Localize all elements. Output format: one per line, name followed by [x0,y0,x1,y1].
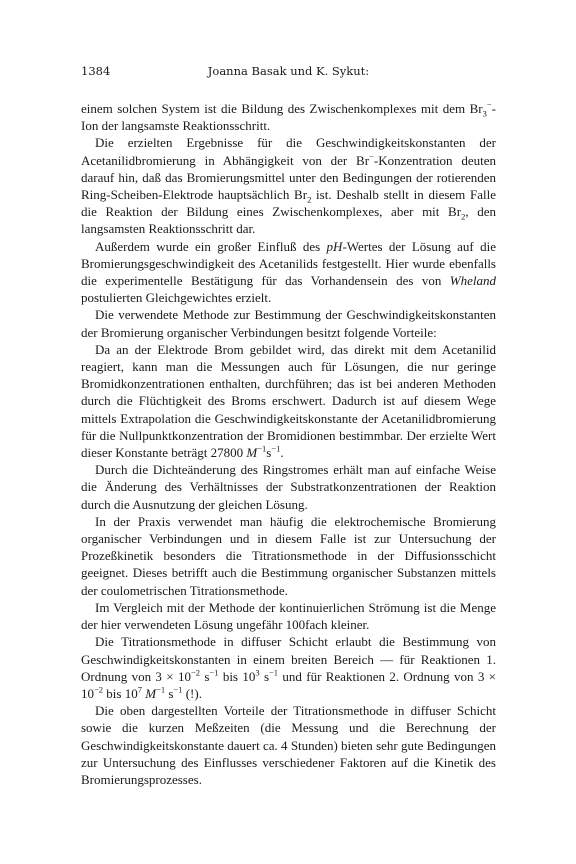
running-head: Joanna Basak und K. Sykut: [207,64,370,78]
paragraph-8: Im Vergleich mit der Methode der kontinuierlichen Strömung ist die Menge der hier verwendeten Lösung ungefähr 100fach kleiner. [81,599,496,633]
paragraph-1: einem solchen System ist die Bildung des Zwischenkomplexes mit dem $Br_3^-$-Ion der langsamste Reaktionsschritt. [81,99,496,134]
paragraph-10: Die oben dargestellten Vorteile der Titrationsmethode in diffuser Schicht sowie die kurzen Meßzeiten (die Messung und die Berechnung der Geschwindigkeitskonstante dauert ca. 4 Stunden) bieten sehr gute Bedingungen zur Untersuchung des Einflusses verschiedener Faktoren auf die Kinetik des Bromierungsprozesses. [81,703,496,787]
paragraph-2: Die erzielten Ergebnisse für die Geschwindigkeitskonstanten der Acetanilidbromierung in Abhängigkeit von der Br−-Konzentration deuten darauf hin, daß das Bromierungsmittel unter den Bedingungen der rotierenden Ring-Scheiben-Elektrode hauptsächlich $Br_2$ ist. Deshalb stellt in diesem Falle die Reaktion der Bildung eines Zwischenkomplexes, aber mit $Br_2$, den langsamsten Reaktionsschritt dar. [81,135,497,237]
paragraph-3: Außerdem wurde ein großer Einfluß des pH-Wertes der Lösung auf die Bromierungsgeschwindigkeit des Acetanilids festgestellt. Hier wurde ebenfalls die experimentelle Bestätigung für das Vorhandensein des von Wheland postulierten Gleichgewichtes erzielt. [81,238,496,306]
body-text [81,100,496,788]
paragraph-4: Die verwendete Methode zur Bestimmung der Geschwindigkeitskonstanten der Bromierung organischer Verbindungen besitzt folgende Vorteile: [81,307,496,340]
paragraph-7: In der Praxis verwendet man häufig die elektrochemische Bromierung organischer Verbindungen und in diesem Falle ist zur Untersuchung der Prozeßkinetik besonders die Titrationsmethode in der Diffusionsschicht geeignet. Dieses betrifft auch die Bestimmung organischer Substanzen mittels der coulometrischen Titrationsmethode. [81,513,496,598]
page-number: 1384 [81,64,111,78]
page-header [81,64,496,84]
paragraph-9: Die Titrationsmethode in diffuser Schicht erlaubt die Bestimmung von Geschwindigkeitskonstanten in einem breiten Bereich — für Reaktionen 1. Ordnung von $3 \times 10^{-2}$ $s^{-1}$ bis $10^3$ $s^{-1}$ und für Reaktionen 2. Ordnung von $3 \times 10^{-2}$ bis $10^7$ $M^{-1}$ $s^{-1}$ (!). [81,634,497,701]
page [81,64,496,788]
paragraph-6: Durch die Dichteänderung des Ringstromes erhält man auf einfache Weise die Änderung des Verhältnisses der Substratkonzentrationen der Reaktion durch die Ausnutzung der gleichen Lösung. [81,462,496,512]
paragraph-5: Da an der Elektrode Brom gebildet wird, das direkt mit dem Acetanilid reagiert, kann man die Messungen auch für Lösungen, die nur geringe Bromidkonzentrationen enthalten, durchführen; das ist bei anderen Methoden durch die Flüchtigkeit des Broms erschwert. Dadurch ist auf diesem Wege mittels Extrapolation die Geschwindigkeitskonstante der Acetanilidbromierung für die Nullpunktkonzentration der Bromidionen bestimmbar. Der erzielte Wert dieser Konstante beträgt 27800 $M^{-1}s^{-1}$. [81,341,496,461]
